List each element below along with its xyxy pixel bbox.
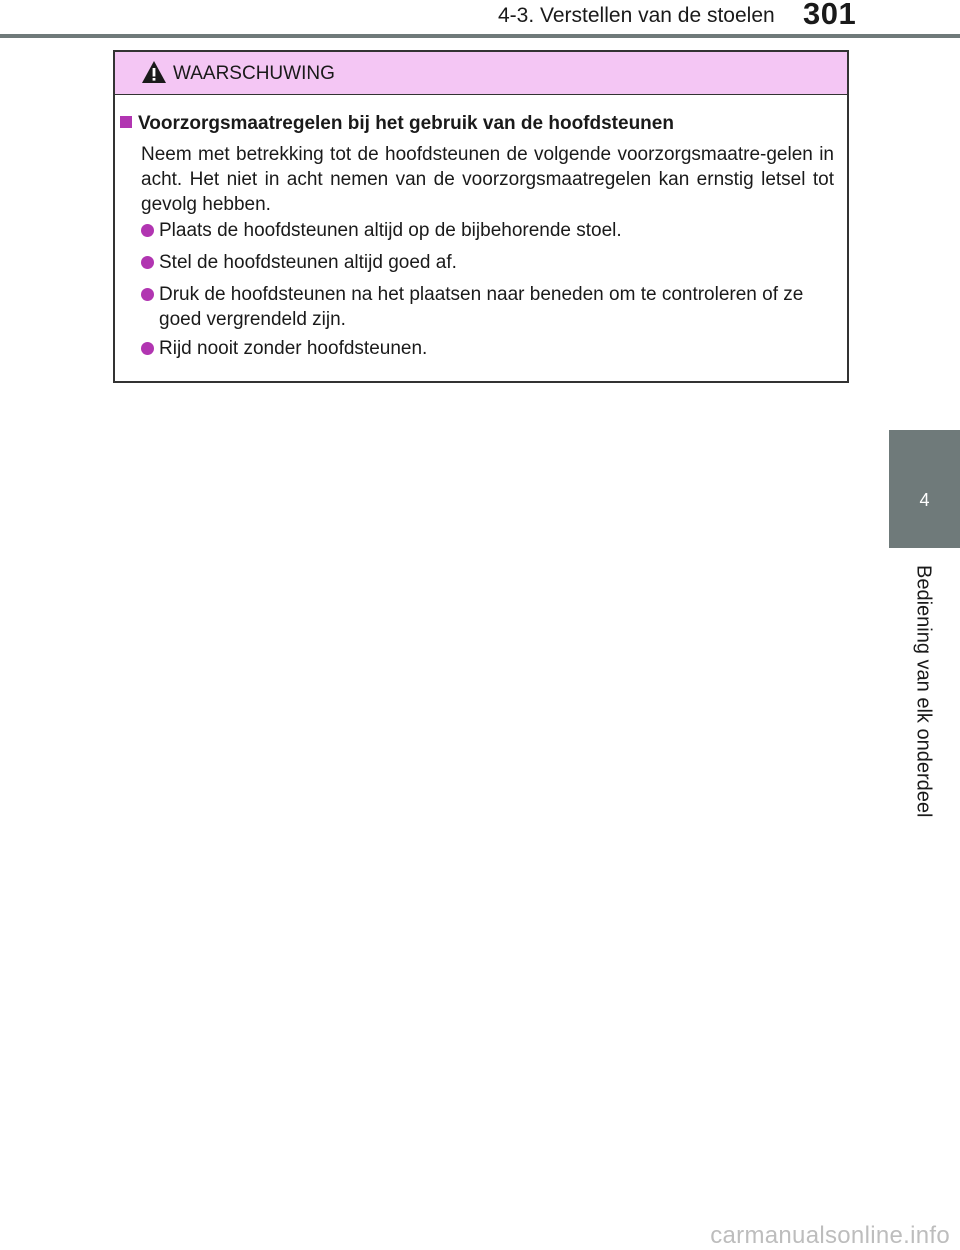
warning-title: WAARSCHUWING (173, 63, 335, 84)
site-watermark: carmanualsonline.info (710, 1222, 950, 1249)
warning-triangle-icon (141, 60, 167, 84)
section-heading (120, 113, 674, 135)
list-item-text: Rijd nooit zonder hoofdsteunen. (159, 338, 428, 359)
circle-bullet-icon (141, 342, 154, 355)
circle-bullet-icon (141, 288, 154, 301)
section-header-title: 4-3. Verstellen van de stoelen (498, 4, 775, 27)
list-item (141, 218, 841, 243)
page-number: 301 (803, 0, 857, 31)
list-item-text: Plaats de hoofdsteunen altijd op de bijbehorende stoel. (159, 220, 622, 241)
chapter-number: 4 (919, 490, 930, 510)
list-item-text: Stel de hoofdsteunen altijd goed af. (159, 252, 457, 273)
list-item (141, 282, 841, 332)
chapter-tab (889, 430, 960, 548)
list-item (141, 336, 841, 361)
chapter-label: Bediening van elk onderdeel (912, 565, 935, 818)
circle-bullet-icon (141, 224, 154, 237)
header-rule (0, 34, 960, 38)
intro-paragraph: Neem met betrekking tot de hoofdsteunen de volgende voorzorgsmaatre-gelen in acht. Het niet in acht nemen van de voorzorgsmaatregelen kan ernstig letsel tot gevolg hebben. (141, 144, 834, 215)
warning-header (115, 52, 847, 95)
list-item (141, 250, 841, 275)
square-bullet-icon (120, 116, 132, 128)
warning-box (113, 50, 849, 383)
circle-bullet-icon (141, 256, 154, 269)
list-item-text: Druk de hoofdsteunen na het plaatsen naar beneden om te controleren of ze goed vergrendeld zijn. (159, 284, 804, 330)
section-heading-text: Voorzorgsmaatregelen bij het gebruik van de hoofdsteunen (138, 113, 674, 134)
